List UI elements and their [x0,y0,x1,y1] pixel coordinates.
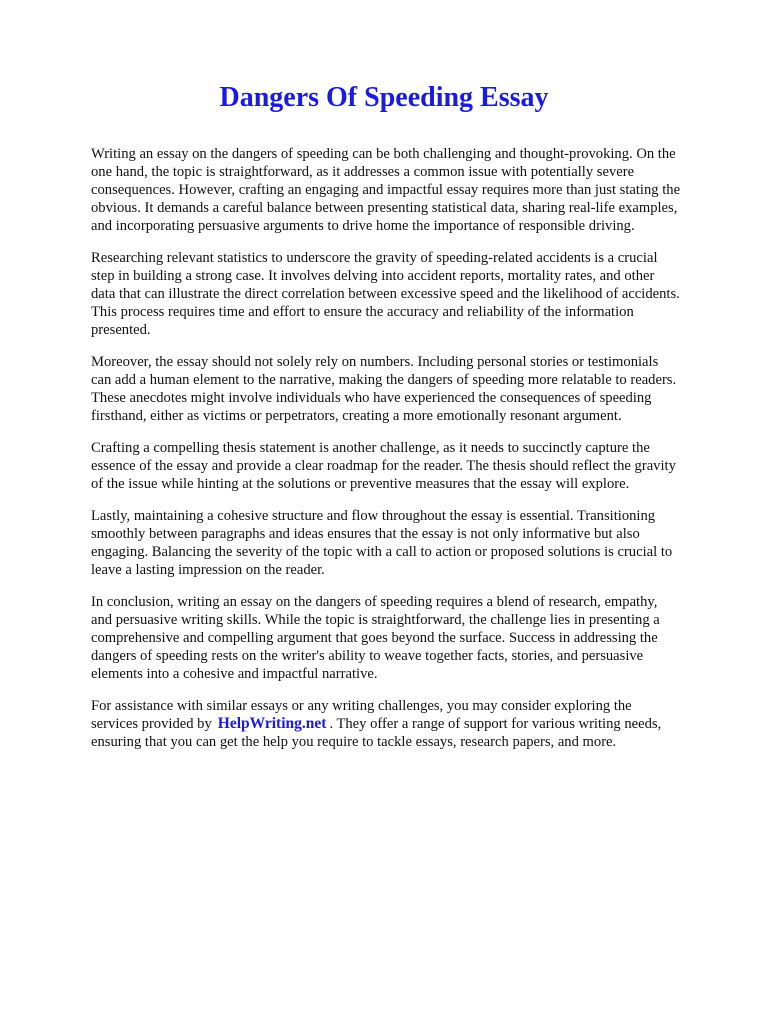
paragraph-2: Researching relevant statistics to underscore the gravity of speeding-related accidents is a crucial step in building a strong case. It involves delving into accident reports, mortality rates, and other data that can illustrate the direct correlation between excessive speed and the likelihood of accidents. This process requires time and effort to ensure the accuracy and reliability of the information presented. [91,250,680,338]
helpwriting-link[interactable]: HelpWriting.net [217,715,327,732]
closing-paragraph [91,697,681,751]
paragraph-4: Crafting a compelling thesis statement is another challenge, as it needs to succinctly capture the essence of the essay and provide a clear roadmap for the reader. The thesis should reflect the gravity of the issue while hinting at the solutions or preventive measures that the essay will explore. [91,440,676,492]
paragraph-5: Lastly, maintaining a cohesive structure and flow throughout the essay is essential. Transitioning smoothly between paragraphs and ideas ensures that the essay is not only informative but also engaging. Balancing the severity of the topic with a call to action or proposed solutions is crucial to leave a lasting impression on the reader. [91,508,673,578]
closing-text-after-link: . They offer a range of support for various writing needs, ensuring that you can get the help you require to tackle essays, research papers, and more. [91,716,662,750]
paragraph-1: Writing an essay on the dangers of speeding can be both challenging and thought-provoking. On the one hand, the topic is straightforward, as it addresses a common issue with potentially severe consequences. However, crafting an engaging and impactful essay requires more than just stating the obvious. It demands a careful balance between presenting statistical data, sharing real-life examples, and incorporating persuasive arguments to drive home the importance of responsible driving. [91,146,681,234]
closing-text-before-link: For assistance with similar essays or any writing challenges, you may consider exploring the services provided by [91,698,632,732]
paragraph-6: In conclusion, writing an essay on the dangers of speeding requires a blend of research, empathy, and persuasive writing skills. While the topic is straightforward, the challenge lies in presenting a comprehensive and compelling argument that goes beyond the surface. Success in addressing the dangers of speeding rests on the writer's ability to weave together facts, stories, and persuasive elements into a cohesive and impactful narrative. [91,594,660,682]
paragraph-3: Moreover, the essay should not solely rely on numbers. Including personal stories or testimonials can add a human element to the narrative, making the dangers of speeding more relatable to readers. These anecdotes might involve individuals who have experienced the consequences of speeding firsthand, either as victims or perpetrators, creating a more emotionally resonant argument. [91,354,677,424]
document-body [91,145,681,765]
document-title: Dangers Of Speeding Essay [219,82,549,113]
